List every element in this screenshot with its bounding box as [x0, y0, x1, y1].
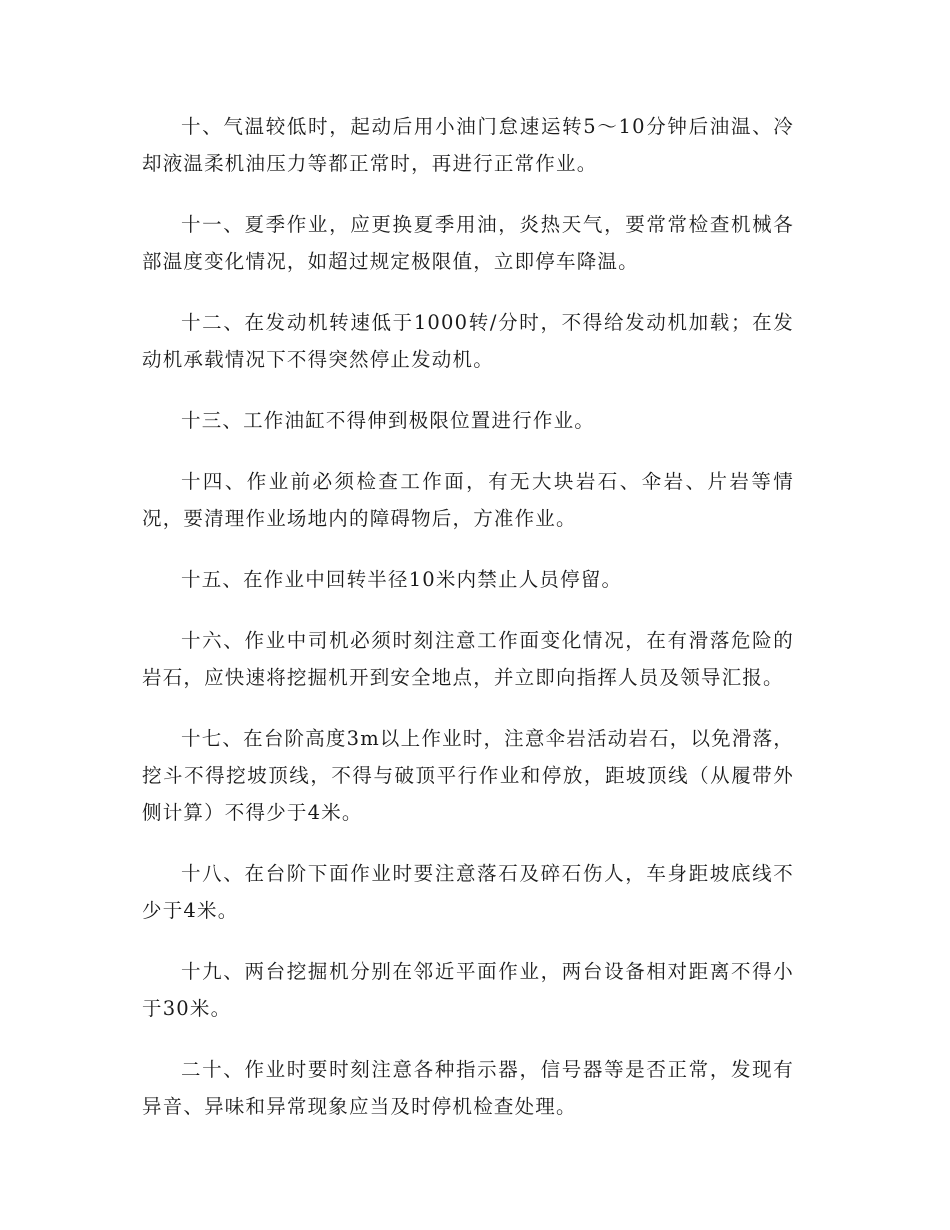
- paragraph-item-12: 十二、在发动机转速低于1000转/分时，不得给发动机加载；在发动机承载情况下不得突然停止发动机。: [142, 311, 794, 371]
- paragraph-item-16: 十六、作业中司机必须时刻注意工作面变化情况，在有滑落危险的岩石，应快速将挖掘机开到安全地点，并立即向指挥人员及领导汇报。: [142, 629, 794, 689]
- paragraph-item-11: 十一、夏季作业，应更换夏季用油，炎热天气，要常常检查机械各部温度变化情况，如超过规定极限值，立即停车降温。: [142, 213, 794, 273]
- paragraph-item-18: 十八、在台阶下面作业时要注意落石及碎石伤人，车身距坡底线不少于4米。: [142, 862, 794, 922]
- paragraph-item-13: 十三、工作油缸不得伸到极限位置进行作业。: [181, 409, 596, 432]
- paragraph-item-17: 十七、在台阶高度3m以上作业时，注意伞岩活动岩石，以免滑落，挖斗不得挖坡顶线，不得与破顶平行作业和停放，距坡顶线（从履带外侧计算）不得少于4米。: [142, 727, 794, 824]
- paragraph-item-10: 十、气温较低时，起动后用小油门怠速运转5～10分钟后油温、冷却液温柔机油压力等都正常时，再进行正常作业。: [142, 115, 794, 175]
- document-body: [142, 108, 794, 1125]
- paragraph-item-20: 二十、作业时要时刻注意各种指示器，信号器等是否正常，发现有异音、异味和异常现象应当及时停机检查处理。: [142, 1058, 794, 1118]
- paragraph-item-14: 十四、作业前必须检查工作面，有无大块岩石、伞岩、片岩等情况，要清理作业场地内的障碍物后，方准作业。: [142, 470, 794, 530]
- paragraph-item-15: 十五、在作业中回转半径10米内禁止人员停留。: [181, 568, 623, 591]
- paragraph-item-19: 十九、两台挖掘机分别在邻近平面作业，两台设备相对距离不得小于30米。: [142, 960, 794, 1020]
